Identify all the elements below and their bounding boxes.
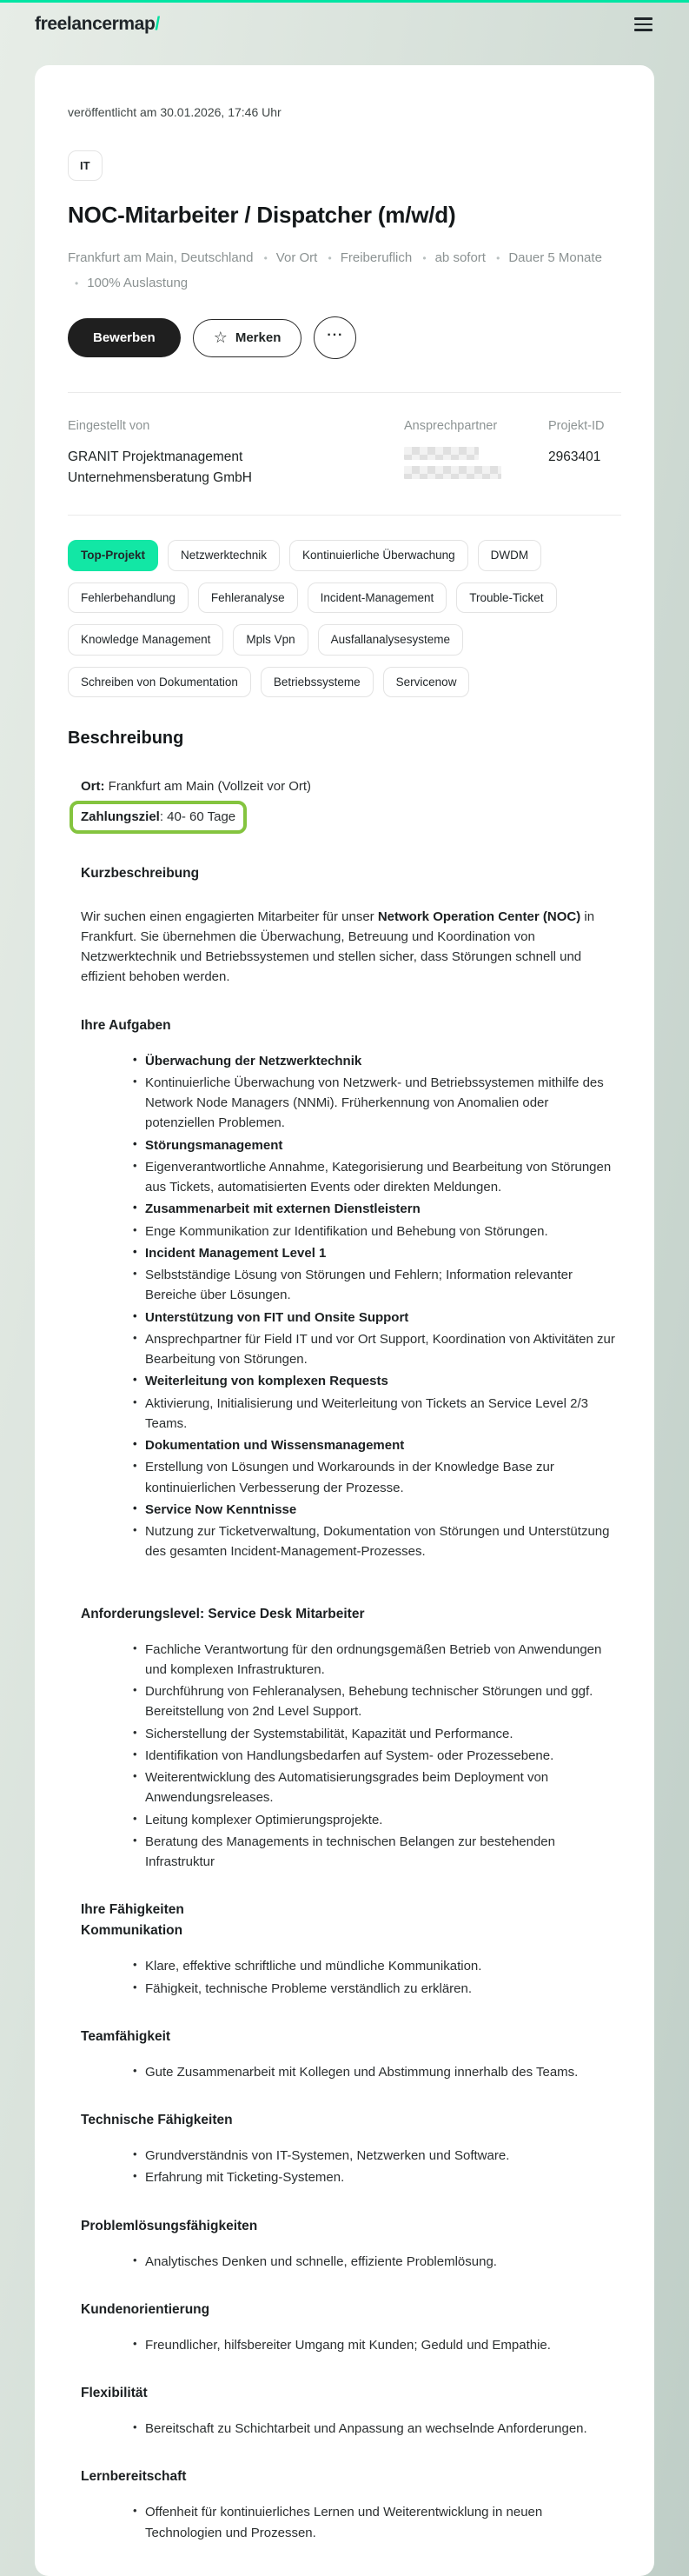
list-item: • Identifikation von Handlungsbedarfen auf System- oder Prozessebene. (135, 1746, 621, 1766)
location-line (81, 776, 621, 796)
tag-mpls-vpn[interactable]: Mpls Vpn (233, 624, 308, 656)
tag-fehleranalyse[interactable]: Fehleranalyse (198, 582, 298, 614)
published-date: veröffentlicht am 30.01.2026, 17:46 Uhr (68, 105, 282, 119)
payment-terms-value: : 40- 60 Tage (159, 809, 236, 825)
contact-value-redacted (404, 447, 529, 479)
list-item: • Kontinuierliche Überwachung von Netzwerk- und Betriebssystemen mithilfe des Network Node Managers (NNMi). Früherkennung von Anomalien oder potenziellen Problemen. (135, 1073, 621, 1134)
list-item: • Gute Zusammenarbeit mit Kollegen und Abstimmung innerhalb des Teams. (135, 2062, 621, 2082)
bookmark-label: Merken (235, 330, 282, 345)
flexibility-list (81, 2419, 621, 2439)
tag-kontinuierliche-ueberwachung[interactable]: Kontinuierliche Überwachung (289, 540, 468, 571)
site-header (0, 3, 689, 43)
star-icon: ☆ (213, 328, 228, 346)
hamburger-menu-icon[interactable] (633, 14, 654, 35)
list-item: • Fähigkeit, technische Probleme verständlich zu erklären. (135, 1979, 621, 1999)
learning-readiness-list (81, 2502, 621, 2543)
contact-column (404, 417, 529, 489)
more-options-button[interactable] (314, 316, 356, 359)
tag-ausfallanalysesysteme[interactable]: Ausfallanalysesysteme (318, 624, 463, 656)
job-detail-card (35, 65, 654, 2576)
meta-start: • ab sofort (415, 250, 486, 265)
tag-incident-management[interactable]: Incident-Management (308, 582, 447, 614)
payment-terms-line (81, 801, 621, 835)
tasks-list (81, 1051, 621, 1562)
requirements-list (81, 1640, 621, 1873)
ellipsis-icon: ··· (327, 327, 344, 343)
communication-heading: Kommunikation (81, 1923, 183, 1939)
learning-readiness-heading: Lernbereitschaft (81, 2469, 187, 2485)
list-item: • Aktivierung, Initialisierung und Weiterleitung von Tickets an Service Level 2/3 Teams. (135, 1394, 621, 1434)
list-item: • Überwachung der Netzwerktechnik (135, 1051, 621, 1071)
tag-fehlerbehandlung[interactable]: Fehlerbehandlung (68, 582, 189, 614)
divider (68, 515, 621, 516)
tag-trouble-ticket[interactable]: Trouble-Ticket (456, 582, 556, 614)
skills-heading: Ihre Fähigkeiten (81, 1902, 184, 1918)
technical-skills-list (81, 2146, 621, 2188)
logo-slash-icon: / (155, 14, 160, 34)
location-label: Ort: (81, 779, 105, 795)
short-description-heading: Kurzbeschreibung (81, 865, 200, 881)
teamwork-list (81, 2062, 621, 2082)
project-id-value: 2963401 (548, 449, 601, 465)
problem-solving-list (81, 2252, 621, 2272)
redacted-pixel-block (404, 447, 479, 460)
posted-by-column (68, 417, 385, 489)
list-item: • Incident Management Level 1 (135, 1243, 621, 1263)
list-item: • Fachliche Verantwortung für den ordnungsgemäßen Betrieb von Anwendungen und komplexen Infrastrukturen. (135, 1640, 621, 1681)
page-title: NOC-Mitarbeiter / Dispatcher (m/w/d) (68, 202, 456, 228)
project-info-grid (68, 417, 621, 489)
list-item: • Durchführung von Fehleranalysen, Behebung technischer Störungen und ggf. Bereitstellung von 2nd Level Support. (135, 1681, 621, 1722)
teamwork-heading: Teamfähigkeit (81, 2028, 171, 2044)
list-item: • Dokumentation und Wissensmanagement (135, 1435, 621, 1455)
list-item: • Grundverständnis von IT-Systemen, Netzwerken und Software. (135, 2146, 621, 2166)
intro-pre: Wir suchen einen engagierten Mitarbeiter für unser (81, 909, 378, 924)
tag-dwdm[interactable]: DWDM (478, 540, 542, 571)
description-body (68, 776, 621, 2543)
list-item: • Bereitschaft zu Schichtarbeit und Anpassung an wechselnde Anforderungen. (135, 2419, 621, 2439)
skill-tags (68, 540, 621, 697)
tag-servicenow[interactable]: Servicenow (383, 667, 470, 698)
location-value: Frankfurt am Main (Vollzeit vor Ort) (104, 779, 312, 795)
list-item: • Nutzung zur Ticketverwaltung, Dokumentation von Störungen und Unterstützung des gesamten Incident-Management-Prozesses. (135, 1521, 621, 1562)
meta-contract-type: • Freiberuflich (321, 250, 412, 265)
list-item: • Freundlicher, hilfsbereiter Umgang mit Kunden; Geduld und Empathie. (135, 2335, 621, 2355)
list-item: • Unterstützung von FIT und Onsite Support (135, 1308, 621, 1328)
list-item: • Erstellung von Lösungen und Workarounds in der Knowledge Base zur kontinuierlichen Verbesserung der Prozesse. (135, 1457, 621, 1498)
list-item: • Klare, effektive schriftliche und mündliche Kommunikation. (135, 1956, 621, 1976)
bookmark-button[interactable] (193, 319, 302, 357)
logo-text: freelancermap (35, 14, 156, 34)
list-item: • Offenheit für kontinuierliches Lernen und Weiterentwicklung in neuen Technologien und Prozessen. (135, 2502, 621, 2543)
action-buttons-row (68, 316, 621, 359)
meta-workload: • 100% Auslastung (68, 276, 188, 290)
payment-terms-label: Zahlungsziel (81, 809, 160, 825)
contact-label: Ansprechpartner (404, 419, 498, 433)
problem-solving-heading: Problemlösungsfähigkeiten (81, 2218, 258, 2233)
list-item: • Beratung des Managements in technischen Belangen zur bestehenden Infrastruktur (135, 1832, 621, 1873)
meta-duration: • Dauer 5 Monate (489, 250, 602, 265)
tag-schreiben-von-dokumentation[interactable]: Schreiben von Dokumentation (68, 667, 251, 698)
list-item: • Service Now Kenntnisse (135, 1500, 621, 1520)
requirements-level-heading: Anforderungslevel: Service Desk Mitarbeiter (81, 1606, 365, 1621)
category-chip[interactable]: IT (68, 150, 103, 181)
tag-top-projekt[interactable]: Top-Projekt (68, 540, 158, 571)
divider (68, 392, 621, 393)
list-item: • Eigenverantwortliche Annahme, Kategorisierung und Bearbeitung von Störungen aus Tickets, automatisierten Events oder direkten Meldungen. (135, 1157, 621, 1198)
freelancermap-logo[interactable] (35, 14, 160, 35)
tag-netzwerktechnik[interactable]: Netzwerktechnik (168, 540, 280, 571)
description-heading: Beschreibung (68, 729, 184, 749)
tag-knowledge-management[interactable]: Knowledge Management (68, 624, 223, 656)
communication-list (81, 1956, 621, 1999)
list-item: • Weiterleitung von komplexen Requests (135, 1371, 621, 1391)
meta-onsite: • Vor Ort (257, 250, 318, 265)
redacted-pixel-block (404, 466, 501, 479)
meta-location: Frankfurt am Main, Deutschland (68, 250, 254, 265)
posted-by-value: GRANIT Projektmanagement Unternehmensberatung GmbH (68, 449, 252, 486)
flexibility-heading: Flexibilität (81, 2386, 148, 2401)
apply-button[interactable]: Bewerben (68, 318, 181, 357)
list-item: • Erfahrung mit Ticketing-Systemen. (135, 2167, 621, 2187)
project-id-column (548, 417, 621, 489)
payment-terms-highlight (70, 801, 247, 833)
intro-paragraph (81, 907, 621, 988)
list-item: • Enge Kommunikation zur Identifikation und Behebung von Störungen. (135, 1221, 621, 1241)
list-item: • Störungsmanagement (135, 1135, 621, 1155)
list-item: • Selbstständige Lösung von Störungen und Fehlern; Information relevanter Bereiche über Lösungen. (135, 1265, 621, 1306)
tag-betriebssysteme[interactable]: Betriebssysteme (261, 667, 374, 698)
job-meta-line (68, 246, 621, 296)
customer-orientation-list (81, 2335, 621, 2355)
project-id-label: Projekt-ID (548, 419, 605, 433)
list-item: • Zusammenarbeit mit externen Dienstleistern (135, 1199, 621, 1219)
technical-skills-heading: Technische Fähigkeiten (81, 2113, 233, 2128)
list-item: • Weiterentwicklung des Automatisierungsgrades beim Deployment von Anwendungsreleases. (135, 1767, 621, 1808)
posted-by-label: Eingestellt von (68, 419, 150, 433)
list-item: • Analytisches Denken und schnelle, effiziente Problemlösung. (135, 2252, 621, 2272)
list-item: • Sicherstellung der Systemstabilität, Kapazität und Performance. (135, 1724, 621, 1744)
list-item: • Ansprechpartner für Field IT und vor Ort Support, Koordination von Aktivitäten zur Bearbeitung von Störungen. (135, 1329, 621, 1370)
customer-orientation-heading: Kundenorientierung (81, 2301, 210, 2317)
list-item: • Leitung komplexer Optimierungsprojekte. (135, 1810, 621, 1830)
tasks-heading: Ihre Aufgaben (81, 1017, 171, 1033)
intro-post: in Frankfurt. Sie übernehmen die Überwachung, Betreuung und Koordination von Netzwerktechnik und Betriebssystemen und stellen sicher, dass Störungen schnell und effizient behoben werden. (81, 909, 595, 985)
intro-bold: Network Operation Center (NOC) (377, 909, 581, 924)
